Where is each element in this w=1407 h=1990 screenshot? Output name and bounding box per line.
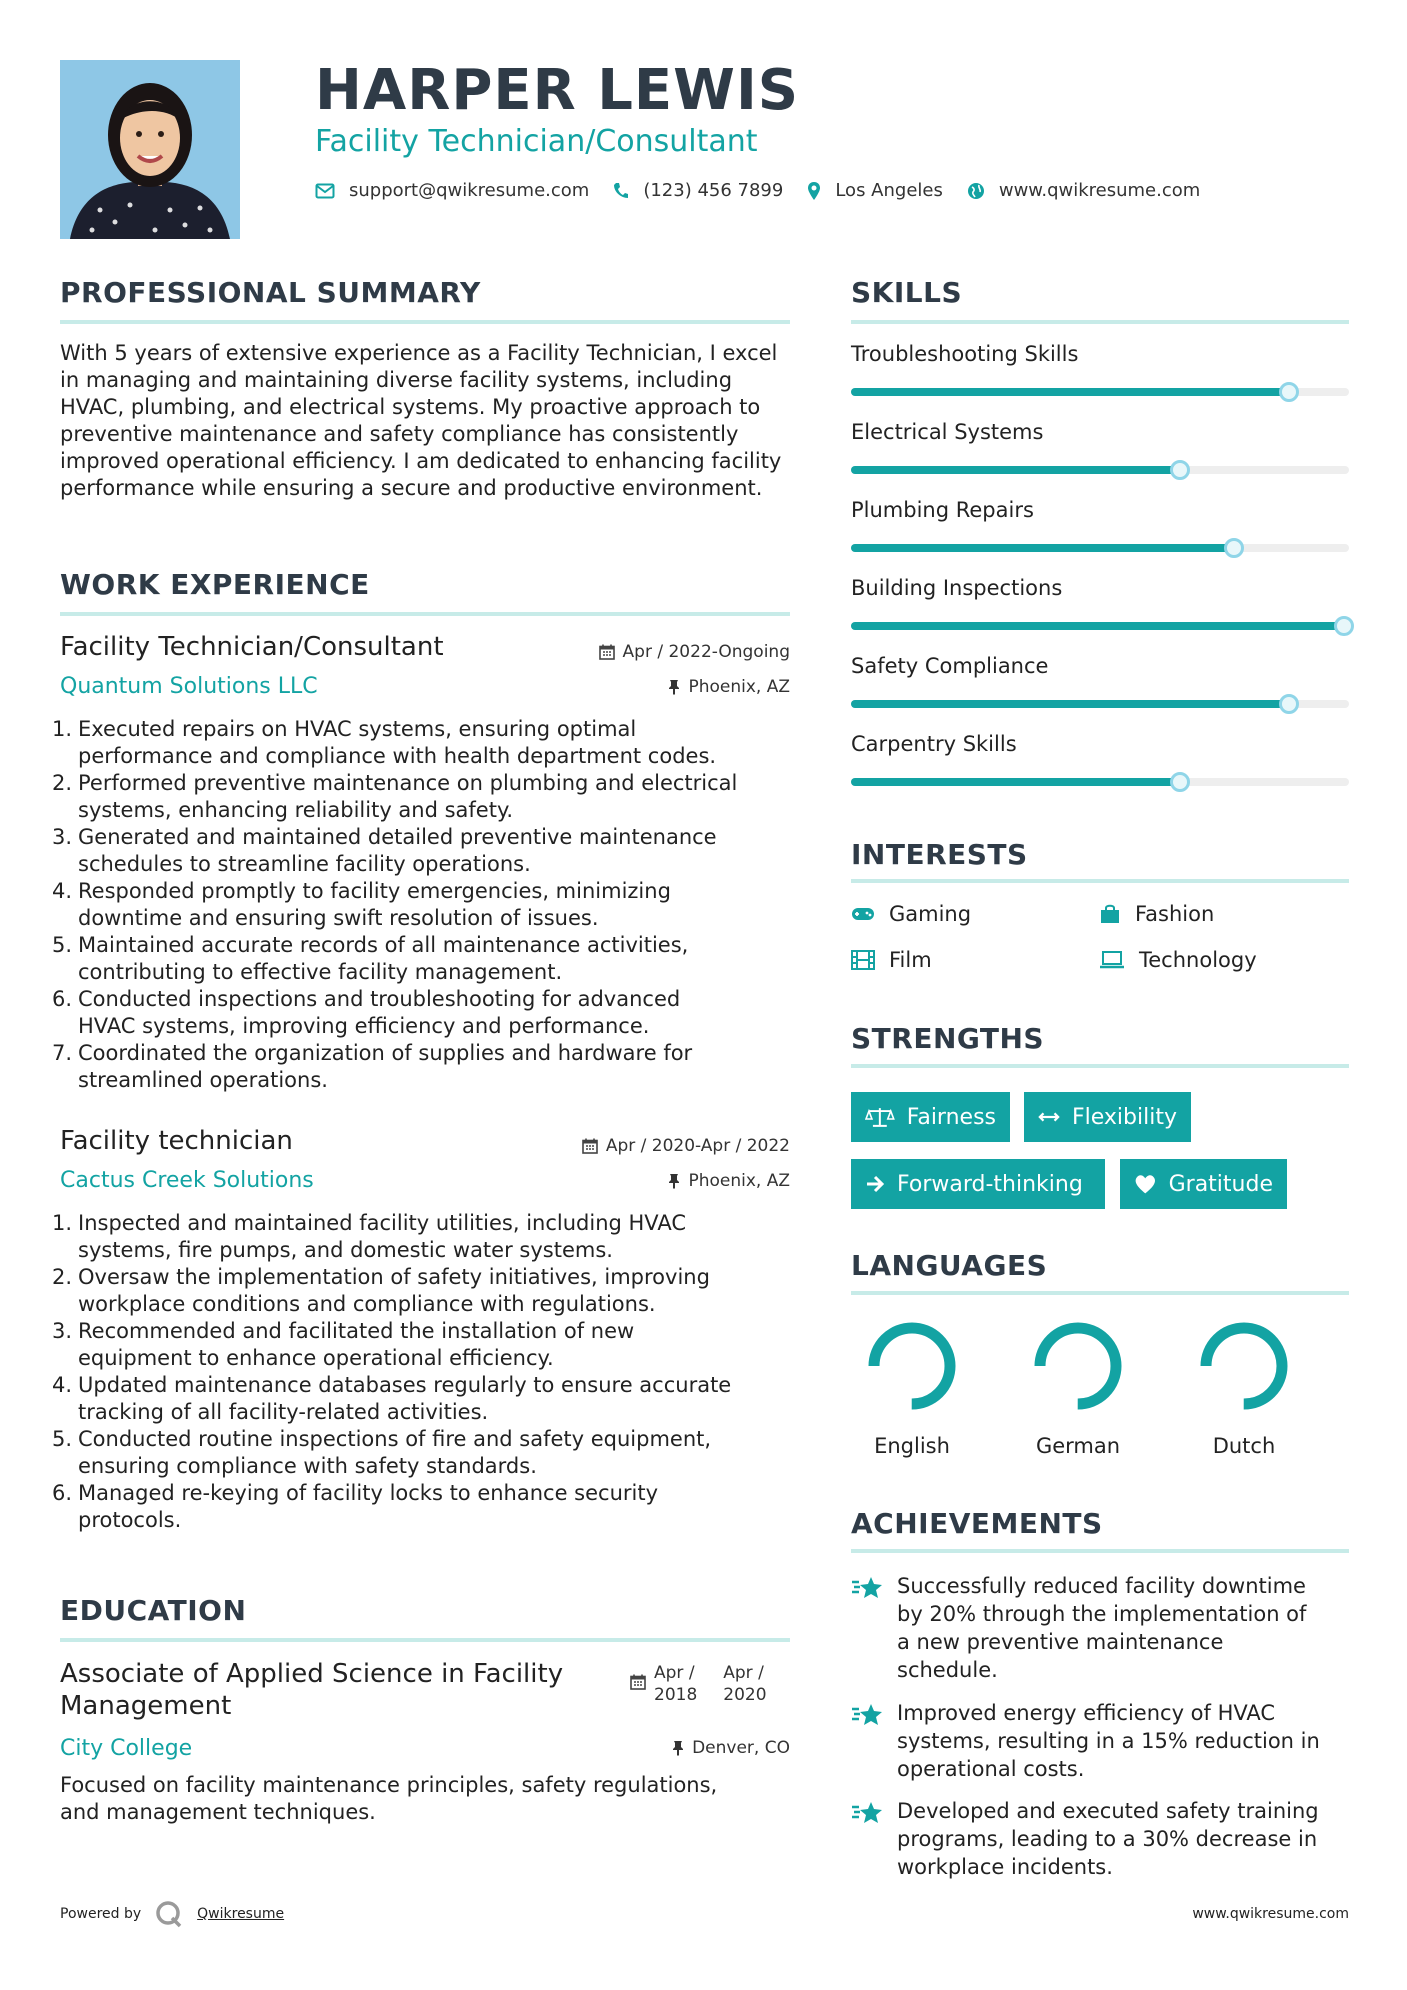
list-item: 6. Managed re-keying of facility locks to enhance security protocols. [51,1481,659,1532]
powered-by-text: Powered by [60,1906,142,1922]
list-item: 2. Oversaw the implementation of safety initiatives, improving workplace conditions and compliance with regulations. [51,1265,710,1316]
phone-icon [613,182,629,200]
map-pin-icon [807,181,821,201]
job-dates-text: Apr / 2022-Ongoing [622,642,790,662]
interests-heading: INTERESTS [851,838,1028,871]
interests-divider [851,879,1349,883]
phone-text: (123) 456 7899 [643,180,784,201]
education-location-text: Denver, CO [692,1738,790,1758]
arrow-right-icon [865,1175,885,1193]
brand-link[interactable]: Qwikresume [197,1906,285,1922]
strengths-divider [851,1064,1349,1068]
envelope-icon [315,183,335,199]
education-divider [60,1638,790,1642]
skill-bar-track [851,622,1349,630]
education-heading: EDUCATION [60,1594,247,1627]
languages-divider [851,1291,1349,1295]
interest-item: Gaming [851,902,971,926]
skill-bar-track [851,388,1349,396]
skill-level-knob [1334,616,1354,636]
skill-label: Carpentry Skills [851,732,1017,756]
language-progress-ring [862,1316,962,1416]
calendar-icon [599,644,615,660]
strength-tag: Forward-thinking [851,1159,1105,1209]
summary-divider [60,320,790,324]
job-duties-list [48,1210,798,1534]
calendar-icon [582,1138,598,1154]
heart-icon [1134,1173,1157,1195]
email-text: support@qwikresume.com [349,180,590,201]
summary-heading: PROFESSIONAL SUMMARY [60,276,481,309]
summary-text: With 5 years of extensive experience as a Facility Technician, I excel in managing and maintaining diverse facility systems, including HVAC, plumbing, and electrical systems. My proactive approach to preventive maintenance and safety compliance has consistently improved operational efficiency. I am dedicated to enhancing facility performance while ensuring a secure and productive environment. [60,341,782,500]
interest-item: Fashion [1099,902,1214,926]
achievements-divider [851,1549,1349,1553]
film-icon [851,950,875,970]
list-item: 3. Generated and maintained detailed preventive maintenance schedules to streamline facility operations. [51,825,717,876]
achievement-item: Improved energy efficiency of HVAC systems, resulting in a 15% reduction in operational costs. [851,1699,1351,1783]
shooting-star-icon [851,1701,885,1729]
experience-divider [60,612,790,616]
company-name: Cactus Creek Solutions [60,1168,314,1193]
job-title: Facility Technician/Consultant [60,632,444,662]
skill-bar-fill [851,622,1344,630]
skill-bar-fill [851,466,1180,474]
degree-title: Associate of Applied Science in Facility Management [60,1659,564,1721]
skill-bar-fill [851,700,1289,708]
skill-label: Building Inspections [851,576,1063,600]
gamepad-icon [851,906,875,922]
skill-level-knob [1170,772,1190,792]
list-item: 5. Maintained accurate records of all maintenance activities, contributing to effective facility management. [51,933,689,984]
skill-level-knob [1279,694,1299,714]
strengths-heading: STRENGTHS [851,1022,1045,1055]
achievement-item: Developed and executed safety training programs, leading to a 30% decrease in workplace incidents. [851,1797,1351,1881]
shooting-star-icon [851,1799,885,1827]
pushpin-icon [668,1173,680,1189]
language-ring [1018,1316,1138,1420]
job-location [668,1171,790,1191]
strength-tag: Fairness [851,1092,1010,1142]
skills-divider [851,320,1349,324]
arrows-horizontal-icon [1038,1110,1060,1124]
school-name: City College [60,1736,193,1761]
achievements-heading: ACHIEVEMENTS [851,1507,1103,1540]
skill-level-knob [1170,460,1190,480]
globe-icon [967,182,985,200]
skill-bar-fill [851,778,1180,786]
footer-website[interactable]: www.qwikresume.com [1192,1906,1349,1922]
skill-label: Safety Compliance [851,654,1049,678]
list-item: 3. Recommended and facilitated the installation of new equipment to enhance operational efficiency. [51,1319,635,1370]
skill-bar-track [851,700,1349,708]
interest-item: Film [851,948,932,972]
education-dates: Apr / 2018 Apr / 2020 [630,1662,767,1706]
list-item: 1. Inspected and maintained facility utilities, including HVAC systems, fire pumps, and domestic water systems. [51,1211,686,1262]
skill-bar-fill [851,388,1289,396]
list-item: 4. Responded promptly to facility emergencies, minimizing downtime and ensuring swift resolution of issues. [51,879,671,930]
education-location [672,1738,790,1758]
pushpin-icon [668,679,680,695]
profile-photo [60,60,240,239]
qwikresume-logo-icon [155,1900,183,1928]
skill-bar-track [851,544,1349,552]
job-dates [582,1136,790,1156]
job-duties-list [48,716,798,1094]
contact-location [807,180,943,201]
language-label: German [1035,1434,1121,1458]
skill-label: Troubleshooting Skills [851,342,1079,366]
languages-heading: LANGUAGES [851,1249,1048,1282]
shopping-bag-icon [1099,903,1121,925]
language-label: English [874,1434,950,1458]
pushpin-icon [672,1740,684,1756]
skill-bar-fill [851,544,1234,552]
contact-phone[interactable] [613,180,783,201]
education-description: Focused on facility maintenance principles, safety regulations, and management techniques. [60,1773,718,1824]
skill-level-knob [1279,382,1299,402]
skills-heading: SKILLS [851,276,963,309]
skill-level-knob [1224,538,1244,558]
contact-website[interactable] [967,180,1200,201]
candidate-title: Facility Technician/Consultant [315,124,758,159]
contact-email[interactable] [315,180,589,201]
list-item: 4. Updated maintenance databases regularly to ensure accurate tracking of all facility-related activities. [51,1373,732,1424]
job-location-text: Phoenix, AZ [688,1171,790,1191]
strength-tag: Flexibility [1024,1092,1191,1142]
candidate-name: HARPER LEWIS [315,58,800,123]
balance-scale-icon [865,1106,895,1128]
list-item: 6. Conducted inspections and troubleshooting for advanced HVAC systems, improving efficiency and performance. [51,987,681,1038]
website-text: www.qwikresume.com [998,180,1201,201]
list-item: 5. Conducted routine inspections of fire and safety equipment, ensuring compliance with safety standards. [51,1427,712,1478]
job-title: Facility technician [60,1126,293,1156]
job-dates-text: Apr / 2020-Apr / 2022 [605,1136,790,1156]
skill-label: Electrical Systems [851,420,1044,444]
job-dates [599,642,790,662]
list-item: 7. Coordinated the organization of supplies and hardware for streamlined operations. [51,1041,693,1092]
shooting-star-icon [851,1574,885,1602]
language-ring [852,1316,972,1420]
footer-powered-by [60,1900,284,1928]
contact-bar [315,180,1224,201]
company-name: Quantum Solutions LLC [60,674,318,699]
skill-bar-track [851,466,1349,474]
job-location-text: Phoenix, AZ [688,677,790,697]
laptop-icon [1099,951,1125,969]
list-item: 1. Executed repairs on HVAC systems, ensuring optimal performance and compliance with health department codes. [51,717,717,768]
interest-item: Technology [1099,948,1257,972]
strength-tag: Gratitude [1120,1159,1287,1209]
skill-label: Plumbing Repairs [851,498,1034,522]
achievement-item: Successfully reduced facility downtime by 20% through the implementation of a new preventive maintenance schedule. [851,1572,1351,1684]
calendar-icon [630,1674,646,1690]
list-item: 2. Performed preventive maintenance on plumbing and electrical systems, enhancing reliability and safety. [51,771,738,822]
skill-bar-track [851,778,1349,786]
language-progress-ring [1194,1316,1294,1416]
job-location [668,677,790,697]
language-ring [1184,1316,1304,1420]
experience-heading: WORK EXPERIENCE [60,568,370,601]
language-progress-ring [1028,1316,1128,1416]
location-text: Los Angeles [835,180,943,201]
language-label: Dutch [1212,1434,1276,1458]
